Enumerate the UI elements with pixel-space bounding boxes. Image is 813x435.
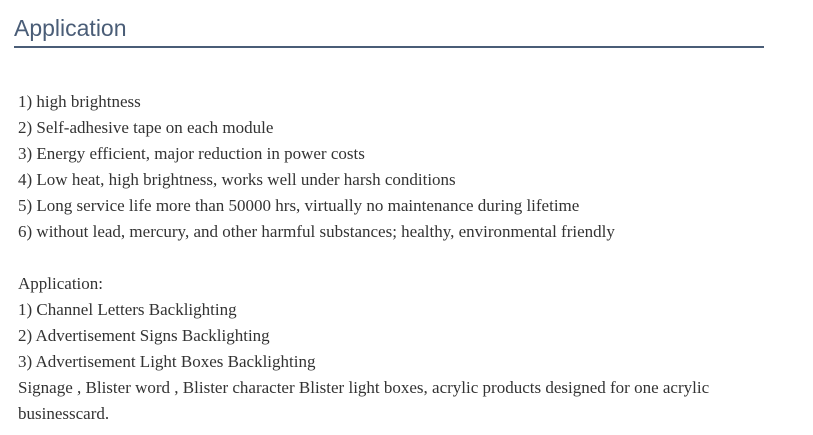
application-item-2: 2) Advertisement Signs Backlighting: [18, 326, 270, 345]
feature-list: [18, 89, 788, 245]
application-note-line-1: Signage , Blister word , Blister character Blister light boxes, acrylic products designed for one acrylic: [18, 378, 710, 397]
application-item-3: 3) Advertisement Light Boxes Backlighting: [18, 352, 316, 371]
application-heading: Application:: [18, 274, 103, 293]
paragraph-spacer: [18, 245, 788, 271]
feature-item-4: 4) Low heat, high brightness, works well under harsh conditions: [18, 170, 456, 189]
application-note-line-2: businesscard.: [18, 404, 110, 423]
application-list: [18, 271, 788, 427]
feature-item-6: 6) without lead, mercury, and other harmful substances; healthy, environmental friendly: [18, 222, 615, 241]
section-header: [14, 8, 764, 48]
feature-item-5: 5) Long service life more than 50000 hrs, virtually no maintenance during lifetime: [18, 196, 580, 215]
section-title: Application: [14, 15, 127, 41]
feature-item-3: 3) Energy efficient, major reduction in power costs: [18, 144, 365, 163]
feature-item-1: 1) high brightness: [18, 92, 141, 111]
product-description: [18, 89, 788, 427]
application-item-1: 1) Channel Letters Backlighting: [18, 300, 237, 319]
feature-item-2: 2) Self-adhesive tape on each module: [18, 118, 274, 137]
